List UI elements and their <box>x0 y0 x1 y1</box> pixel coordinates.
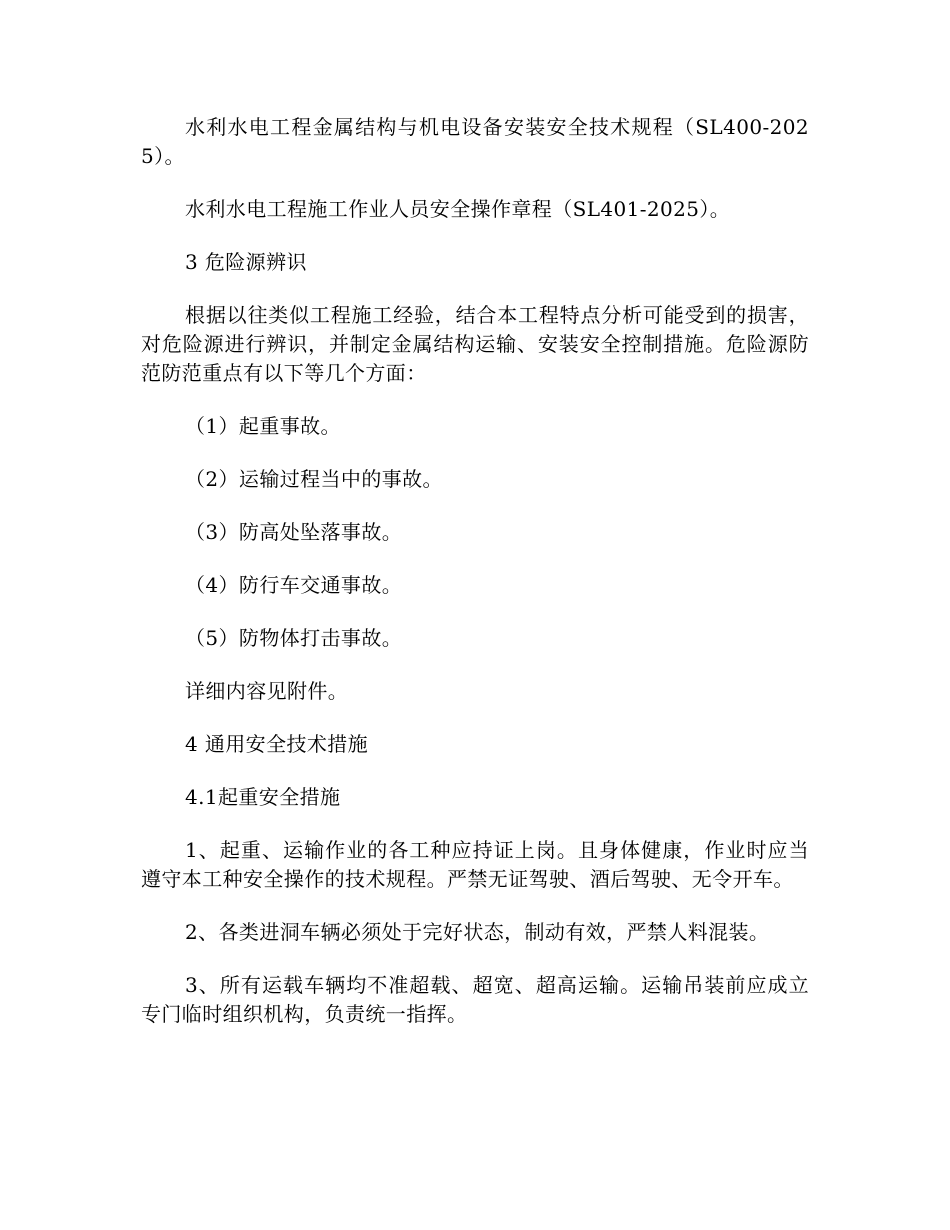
section-heading-hazard-identification: 3 危险源辨识 <box>185 250 307 274</box>
standard-reference-sl400: 水利水电工程金属结构与机电设备安装安全技术规程（SL400-2025）。 <box>141 115 809 168</box>
hazard-item-2: （2）运输过程当中的事故。 <box>185 467 443 491</box>
hazard-identification-paragraph: 根据以往类似工程施工经验，结合本工程特点分析可能受到的损害，对危险源进行辨识，并制定金属结构运输、安装安全控制措施。危险源防范防范重点有以下等几个方面： <box>141 303 809 385</box>
safety-measure-3: 3、所有运载车辆均不准超载、超宽、超高运输。运输吊装前应成立专门临时组织机构，负责统一指挥。 <box>141 973 809 1026</box>
subsection-heading-lifting-safety: 4.1起重安全措施 <box>185 785 341 809</box>
safety-measure-2: 2、各类进洞车辆必须处于完好状态，制动有效，严禁人料混装。 <box>185 920 770 944</box>
hazard-item-4: （4）防行车交通事故。 <box>185 573 403 597</box>
hazard-item-3: （3）防高处坠落事故。 <box>185 520 403 544</box>
hazard-item-1: （1）起重事故。 <box>185 414 341 438</box>
section-heading-general-safety: 4 通用安全技术措施 <box>185 732 369 756</box>
document-body <box>141 113 809 1053</box>
see-attachment-note: 详细内容见附件。 <box>185 679 349 703</box>
hazard-item-5: （5）防物体打击事故。 <box>185 626 403 650</box>
standard-reference-sl401: 水利水电工程施工作业人员安全操作章程（SL401-2025）。 <box>185 197 731 221</box>
safety-measure-1: 1、起重、运输作业的各工种应持证上岗。且身体健康，作业时应当遵守本工种安全操作的技术规程。严禁无证驾驶、酒后驾驶、无令开车。 <box>141 838 809 891</box>
